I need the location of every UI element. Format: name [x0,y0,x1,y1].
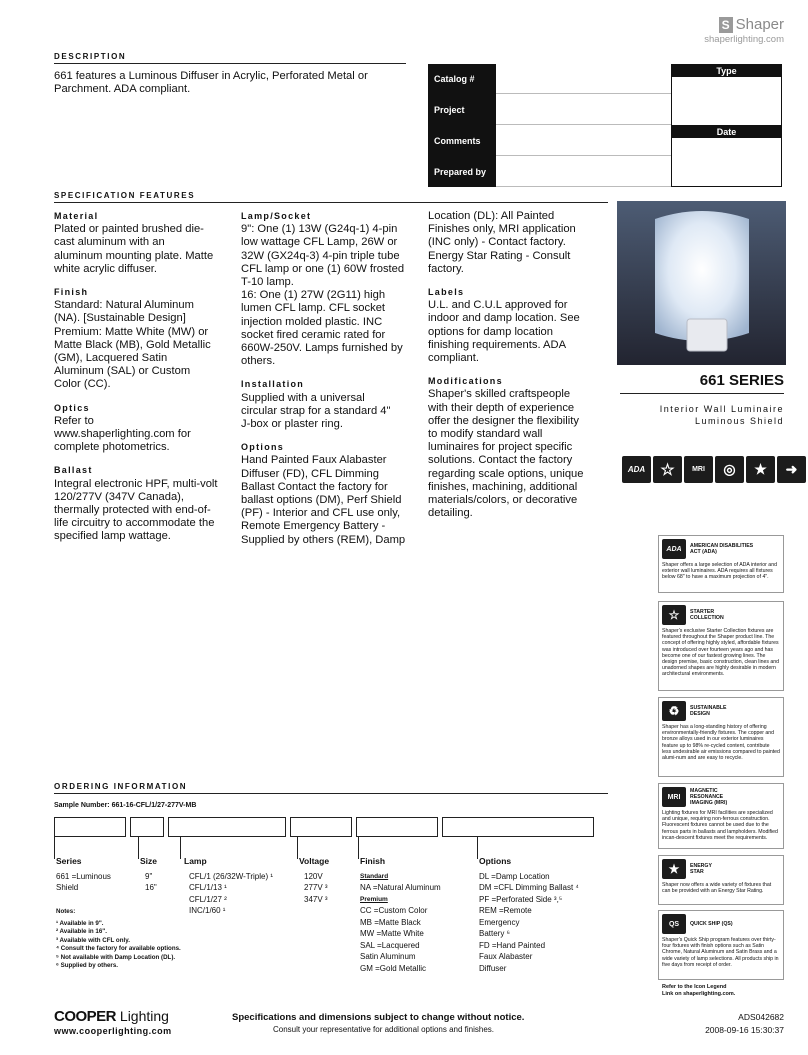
voltage-col-heading: Voltage [299,856,330,866]
options-box[interactable] [442,817,594,837]
legend-quick-ship [658,910,784,980]
project-label: Project [428,94,496,125]
size-col-heading: Size [140,856,158,866]
sustainable-legend-icon: ♻ [662,701,686,721]
series-title: 661 SERIES [620,372,784,394]
mri-legend-icon: MRI [662,787,686,807]
modifications-heading: Modifications [428,376,503,387]
size-column [140,856,178,894]
legend-title: STARTER COLLECTION [690,609,724,621]
legend-title: MAGNETIC RESONANCE IMAGING (MRI) [690,788,728,806]
material-heading: Material [54,211,99,221]
modifications-text: Shaper's skilled craftspeople with their depth of experience offer the designer the flexibility to modify standard wall luminaires for project specific solutions. Contact the factory regarding scale options, unique finishes, machining, additional materials/colors, or decorative detailing. [428,388,584,520]
brand-name: Shaper [735,16,784,33]
finish-text: Standard: Natural Aluminum (NA). [Sustainable Design] Premium: Matte White (MW) or Matte Black (MB), Gold Metallic (GM), Lacquered Satin Aluminum (SAL) or Custom Color (CC). [54,299,211,391]
mri-icon: MRI [684,456,713,483]
ballast-text: Integral electronic HPF, multi-volt 120/277V (347V Canada), thermally protected with end-of- life circuitry to accommodate the specified lamp wattage. [54,477,218,543]
legend-ada [658,535,784,593]
spec-heading: SPECIFICATION FEATURES [54,191,608,203]
installation-heading: Installation [241,379,305,390]
date-box[interactable] [671,125,782,187]
cooper-logo [54,1008,169,1026]
series-box[interactable] [54,817,126,837]
options-heading: Options [241,442,285,453]
finish-column [360,856,476,974]
cooper-light: Lighting [116,1008,169,1024]
quick-ship-icon: ➜ [777,456,806,483]
legend-text: Shaper has a long-standing history of offering environmentally-friendly fixtures. The copper and bronze alloys used in our exterior luminaires feature up to 98% re-cycled content, contribute less undesirable air emissions compared to painted alumi-num and are easy to recycle. [662,724,780,762]
labels-text: U.L. and C.U.L approved for indoor and damp location. See options for damp location finishing requirements. ADA compliant. [428,299,580,365]
series-col-heading: Series [56,856,82,866]
footer-notice: Specifications and dimensions subject to change without notice. [232,1012,525,1023]
optics-text: Refer to www.shaperlighting.com for complete photometrics. [54,414,191,454]
comments-field[interactable] [496,125,671,156]
ada-icon: ADA [622,456,651,483]
legend-mri [658,783,784,849]
legend-text: Shaper's Quick Ship program features over thirty-four fixtures with finish options such as Satin Chrome, Natural Aluminum and Satin Brass and a wide variety of lamp selections. All products ship in five days from receipt of order. [662,937,779,968]
optics-heading: Optics [54,402,90,413]
lamp-box[interactable] [168,817,286,837]
date-label: Date [672,126,781,138]
description-heading: DESCRIPTION [54,52,406,64]
connector-line [138,837,139,859]
type-box[interactable] [671,64,782,126]
options-text: Hand Painted Faux Alabaster Diffuser (FD), CFL Dimming Ballast Contact the factory for ballast options (DM), Perf Shield (PF) - Interior and CFL use only, Remote Emergency Battery - Supplied by others (REM), Damp [241,454,406,546]
connector-line [180,837,181,859]
luminaire-image [617,201,786,365]
energy-star-icon: ★ [746,456,775,483]
cooper-bold: COOPER [54,1008,117,1025]
finish-box[interactable] [356,817,438,837]
brand-site: shaperlighting.com [704,34,784,45]
spec-col-3 [428,210,608,520]
size-box[interactable] [130,817,164,837]
product-photo [617,201,786,365]
lamp-values: CFL/1 (26/32W-Triple) ¹ CFL/1/13 ¹ CFL/1/27 ² INC/1/60 ¹ [189,871,274,915]
legend-text: Lighting fixtures for MRI facilities are specialized and unique, requiring non-ferrous construction. Fluorescent fixtures cannot be used due to the ferrous parts in ballasts and lampholders. Modified incan-descent fixtures meet the requirements. [662,810,778,841]
finish-standard: Standard [360,872,389,880]
legend-title: AMERICAN DISABILITIES ACT (ADA) [690,543,754,555]
voltage-column [299,856,355,905]
type-label: Type [672,65,781,77]
brand-logo [684,16,784,52]
voltage-values: 120V 277V ³ 347V ³ [304,871,328,904]
legend-title: SUSTAINABLE DESIGN [690,705,727,717]
prepared-by-field[interactable] [496,156,671,187]
finish-premium: Premium [360,895,388,903]
catalog-field[interactable] [496,64,671,94]
material-text: Plated or painted brushed die- cast aluminum with an aluminum mounting plate. Matte white acrylic diffuser. [54,223,214,275]
quick-ship-legend-icon: QS [662,914,686,934]
product-subtitle-1: Interior Wall Luminaire [659,404,784,414]
sample-number: Sample Number: 661-16-CFL/1/27-277V-MB [54,802,197,809]
connector-line [297,837,298,859]
feature-icon-row [622,456,806,483]
ordering-heading: ORDERING INFORMATION [54,782,608,794]
legend-sustainable [658,697,784,777]
options-text-continued: Location (DL): All Painted Finishes only, MRI application (INC only) - Contact factory. Energy Star Rating - Consult factory. [428,210,576,275]
legend-starter [658,601,784,691]
prepared-by-label: Prepared by [428,156,496,187]
cooper-url: www.cooperlighting.com [54,1026,172,1036]
ada-legend-icon: ADA [662,539,686,559]
notes-block [56,908,226,971]
notes-list: ¹ Available in 9". ² Available in 16". ³ Available with CFL only. ⁴ Consult the factory for available options. ⁵ Not available with Damp Location (DL). ⁶ Supplied by others. [56,919,181,969]
series-column [56,856,132,894]
lamp-heading: Lamp/Socket [241,211,312,221]
doc-id: ADS042682 [738,1012,784,1022]
comments-label: Comments [428,125,496,156]
finish-na: NA =Natural Aluminum [360,883,441,892]
options-col-heading: Options [479,856,512,866]
footer-notice-sub: Consult your representative for additional options and finishes. [273,1025,495,1034]
installation-text: Supplied with a universal circular strap for a standard 4" J-box or plaster ring. [241,391,391,431]
notes-heading: Notes: [56,908,76,915]
finish-values: CC =Custom Color MB =Matte Black MW =Matte White SAL =Lacquered Satin Aluminum GM =Gold Metallic [360,906,428,973]
legend-energy-star [658,855,784,905]
lamp-col-heading: Lamp [184,856,207,866]
project-field[interactable] [496,94,671,125]
legend-text: Shaper's exclusive Starter Collection fixtures are featured throughout the Shaper product line. The concept of offering highly styled, affordable fixtures was introduced over fourteen years ago and has become one of our fastest growing lines. The design premise, basic construction, clean lines and unadorned shapes are highly desirable in modern architectural environments. [662,628,780,678]
legend-title: ENERGY STAR [690,863,712,875]
legend-footnote: Refer to the Icon Legend Link on shaperlighting.com. [662,984,736,997]
description-text: 661 features a Luminous Diffuser in Acrylic, Perforated Metal or Parchment. ADA compliant. [54,70,368,96]
catalog-label: Catalog # [428,64,496,94]
legend-text: Shaper offers a large selection of ADA interior and exterior wall luminaires. ADA requires all fixtures below 68" to have a maximum projection of 4". [662,562,777,581]
ballast-heading: Ballast [54,465,93,476]
spec-col-2 [241,210,421,547]
lamp-text: 9": One (1) 13W (G24q-1) 4-pin low wattage CFL Lamp, 26W or 32W (GX24q-3) 4-pin triple tube CFL lamp or one (1) 60W frosted T-10 lamp. 16: One (1) 27W (2G11) high lumen CFL lamp. CFL socket injection molded plastic. INC socket fired ceramic rated for 660W-250V. Lamps furnished by others. [241,223,405,368]
shaper-logo-icon: S [719,17,733,33]
star-legend-icon: ☆ [662,605,686,625]
connector-line [54,837,55,859]
voltage-box[interactable] [290,817,352,837]
legend-text: Shaper now offers a wide variety of fixtures that can be provided with an Energy Star Rating. [662,882,772,895]
star-icon: ☆ [653,456,682,483]
connector-line [477,837,478,859]
spec-col-1 [54,210,234,544]
sustainable-icon: ◎ [715,456,744,483]
finish-col-heading: Finish [360,856,386,866]
options-values: DL =Damp Location DM =CFL Dimming Ballast ⁴ PF =Perforated Side ³,⁵ REM =Remote Emergency Battery ⁶ FD =Hand Painted Faux Alabaster Diffuser [479,871,579,973]
connector-line [358,837,359,859]
energy-star-legend-icon: ★ [662,859,686,879]
labels-heading: Labels [428,287,465,298]
options-column [479,856,607,974]
legend-title: QUICK SHIP (QS) [690,921,733,927]
series-values: 661 =Luminous Shield [56,871,111,892]
size-values: 9" 16" [145,871,157,892]
product-subtitle-2: Luminous Shield [694,416,784,426]
finish-heading: Finish [54,287,89,298]
doc-date: 2008-09-16 15:30:37 [705,1025,784,1035]
